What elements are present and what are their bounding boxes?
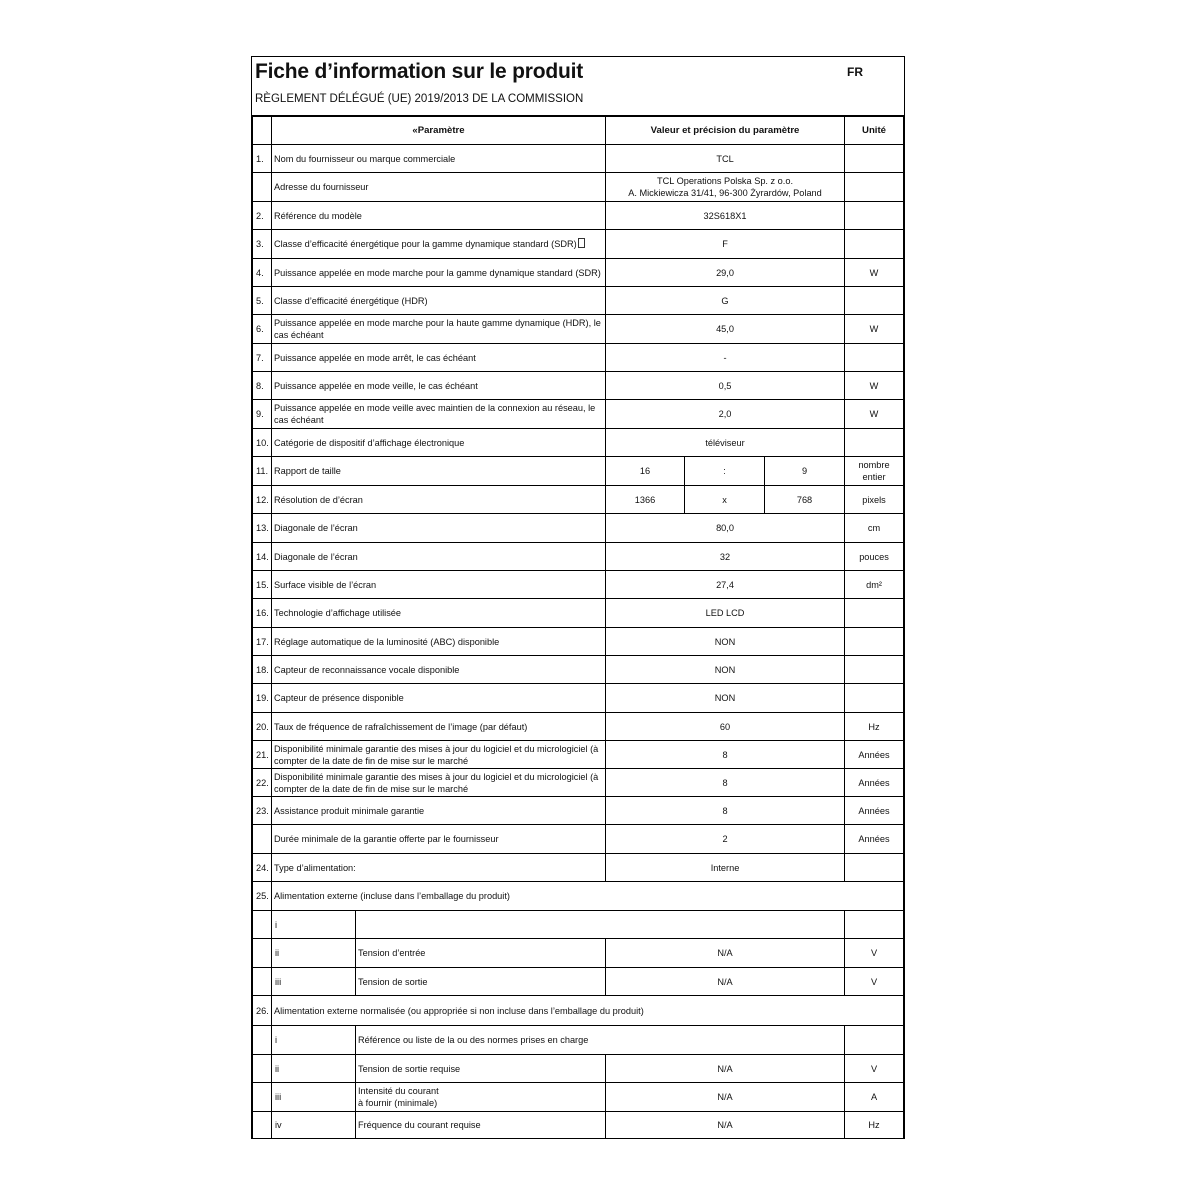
row-unit: Années <box>845 825 904 854</box>
row-unit <box>845 173 904 202</box>
product-information-sheet <box>251 56 905 1139</box>
table-row <box>253 514 904 543</box>
table-row <box>253 1055 904 1083</box>
row-parameter: Diagonale de l’écran <box>272 543 606 571</box>
row-value: 8 <box>606 769 845 797</box>
sub-label: Fréquence du courant requise <box>356 1112 606 1139</box>
row-unit: W <box>845 400 904 429</box>
row-number: 10. <box>253 429 272 457</box>
row-number <box>253 825 272 854</box>
row-number: 6. <box>253 315 272 344</box>
row-unit <box>845 684 904 713</box>
row-unit: W <box>845 259 904 287</box>
table-row <box>253 939 904 968</box>
row-number: 16. <box>253 599 272 628</box>
table-row <box>253 628 904 656</box>
row-value: 0,5 <box>606 372 845 400</box>
table-row <box>253 741 904 769</box>
sub-label-line-1: Intensité du courant <box>358 1086 439 1096</box>
row-value: 60 <box>606 713 845 741</box>
table-row <box>253 599 904 628</box>
row-number: 26. <box>253 996 272 1026</box>
section-row-external-power <box>253 882 904 911</box>
sub-label-line-2: à fournir (minimale) <box>358 1098 438 1108</box>
row-number: 8. <box>253 372 272 400</box>
row-unit: pixels <box>845 486 904 514</box>
row-number: 12. <box>253 486 272 514</box>
row-number: 2. <box>253 202 272 230</box>
row-unit: V <box>845 939 904 968</box>
row-parameter: Technologie d’affichage utilisée <box>272 599 606 628</box>
row-value: 80,0 <box>606 514 845 543</box>
table-row <box>253 230 904 259</box>
aspect-ratio-width: 16 <box>606 457 685 486</box>
row-value: 45,0 <box>606 315 845 344</box>
table-row <box>253 713 904 741</box>
row-unit: dm² <box>845 571 904 599</box>
sub-label: Tension de sortie requise <box>356 1055 606 1083</box>
table-row <box>253 429 904 457</box>
row-parameter: Puissance appelée en mode veille avec maintien de la connexion au réseau, le cas échéant <box>272 400 606 429</box>
resolution-separator: x <box>685 486 765 514</box>
row-unit <box>845 1026 904 1055</box>
row-value: 32S618X1 <box>606 202 845 230</box>
row-unit <box>845 628 904 656</box>
table-row <box>253 543 904 571</box>
row-value: NON <box>606 656 845 684</box>
row-parameter: Disponibilité minimale garantie des mises à jour du logiciel et du micrologiciel (à compter de la date de fin de mise sur le marché <box>272 769 606 797</box>
table-row <box>253 571 904 599</box>
row-number: 15. <box>253 571 272 599</box>
row-unit <box>845 656 904 684</box>
row-number: 13. <box>253 514 272 543</box>
row-unit <box>845 145 904 173</box>
row-unit: Hz <box>845 1112 904 1139</box>
row-value: 27,4 <box>606 571 845 599</box>
row-unit <box>845 854 904 882</box>
row-parameter: Assistance produit minimale garantie <box>272 797 606 825</box>
row-parameter: Diagonale de l’écran <box>272 514 606 543</box>
sub-label: Tension de sortie <box>356 968 606 996</box>
row-parameter: Taux de fréquence de rafraîchissement de l’image (par défaut) <box>272 713 606 741</box>
regulation-subtitle: RÈGLEMENT DÉLÉGUÉ (UE) 2019/2013 DE LA COMMISSION <box>255 93 584 105</box>
table-row <box>253 825 904 854</box>
table-row <box>253 911 904 939</box>
row-unit <box>845 429 904 457</box>
resolution-height: 768 <box>765 486 845 514</box>
table-row <box>253 769 904 797</box>
row-parameter: Catégorie de dispositif d’affichage électronique <box>272 429 606 457</box>
row-parameter: Puissance appelée en mode marche pour la gamme dynamique standard (SDR) <box>272 259 606 287</box>
row-unit: V <box>845 1055 904 1083</box>
row-number <box>253 968 272 996</box>
row-unit <box>845 911 904 939</box>
table-row <box>253 145 904 173</box>
table-row <box>253 259 904 287</box>
table-row <box>253 372 904 400</box>
row-parameter: Résolution de d’écran <box>272 486 606 514</box>
row-value: N/A <box>606 1055 845 1083</box>
row-parameter: Puissance appelée en mode marche pour la haute gamme dynamique (HDR), le cas échéant <box>272 315 606 344</box>
resolution-width: 1366 <box>606 486 685 514</box>
section-title: Alimentation externe (incluse dans l’emballage du produit) <box>272 882 904 911</box>
row-parameter: Disponibilité minimale garantie des mises à jour du logiciel et du micrologiciel (à compter de la date de fin de mise sur le marché <box>272 741 606 769</box>
aspect-ratio-separator: : <box>685 457 765 486</box>
row-number <box>253 1083 272 1112</box>
row-number <box>253 1055 272 1083</box>
supplier-address-line-2: A. Mickiewicza 31/41, 96-300 Żyrardów, Poland <box>628 188 822 198</box>
row-number: 17. <box>253 628 272 656</box>
table-row <box>253 968 904 996</box>
row-value: F <box>606 230 845 259</box>
row-unit: nombre entier <box>845 457 904 486</box>
row-number <box>253 1026 272 1055</box>
row-number: 25. <box>253 882 272 911</box>
row-value: 8 <box>606 741 845 769</box>
table-row <box>253 656 904 684</box>
row-value: LED LCD <box>606 599 845 628</box>
sub-label <box>356 911 845 939</box>
row-parameter: Type d’alimentation: <box>272 854 606 882</box>
row-number: 20. <box>253 713 272 741</box>
table-row <box>253 1112 904 1139</box>
row-number: 14. <box>253 543 272 571</box>
row-unit: cm <box>845 514 904 543</box>
table-row <box>253 854 904 882</box>
row-number: 23. <box>253 797 272 825</box>
table-row <box>253 457 904 486</box>
row-value: 32 <box>606 543 845 571</box>
row-value: Interne <box>606 854 845 882</box>
section-row-standard-power <box>253 996 904 1026</box>
row-value <box>606 173 845 202</box>
row-value: - <box>606 344 845 372</box>
row-parameter: Classe d’efficacité énergétique (HDR) <box>272 287 606 315</box>
aspect-ratio-height: 9 <box>765 457 845 486</box>
header-parameter: «Paramètre <box>272 117 606 145</box>
sub-index: iii <box>272 1083 356 1112</box>
row-unit <box>845 599 904 628</box>
row-parameter: Puissance appelée en mode veille, le cas échéant <box>272 372 606 400</box>
row-number <box>253 173 272 202</box>
row-unit <box>845 230 904 259</box>
row-parameter: Capteur de reconnaissance vocale disponible <box>272 656 606 684</box>
row-parameter: Adresse du fournisseur <box>272 173 606 202</box>
sub-index: ii <box>272 1055 356 1083</box>
row-unit: Hz <box>845 713 904 741</box>
sub-index: i <box>272 911 356 939</box>
row-number: 5. <box>253 287 272 315</box>
row-value: téléviseur <box>606 429 845 457</box>
row-parameter: Capteur de présence disponible <box>272 684 606 713</box>
table-header-row <box>253 117 904 145</box>
row-number <box>253 911 272 939</box>
row-value: N/A <box>606 1112 845 1139</box>
row-parameter: Durée minimale de la garantie offerte par le fournisseur <box>272 825 606 854</box>
row-parameter: Rapport de taille <box>272 457 606 486</box>
row-value: TCL <box>606 145 845 173</box>
table-row <box>253 344 904 372</box>
table-row <box>253 400 904 429</box>
sub-label: Référence ou liste de la ou des normes prises en charge <box>356 1026 845 1055</box>
table-row <box>253 684 904 713</box>
sub-index: iii <box>272 968 356 996</box>
table-row <box>253 797 904 825</box>
row-value: N/A <box>606 939 845 968</box>
table-row <box>253 173 904 202</box>
row-unit: V <box>845 968 904 996</box>
sub-label <box>356 1083 606 1112</box>
row-value: 2 <box>606 825 845 854</box>
sheet-header <box>252 57 904 116</box>
language-code: FR <box>847 65 863 79</box>
row-parameter: Référence du modèle <box>272 202 606 230</box>
row-number <box>253 939 272 968</box>
row-value: G <box>606 287 845 315</box>
table-row <box>253 202 904 230</box>
section-title: Alimentation externe normalisée (ou appropriée si non incluse dans l’emballage du produit) <box>272 996 904 1026</box>
table-row <box>253 315 904 344</box>
row-number: 4. <box>253 259 272 287</box>
product-parameters-table <box>252 116 904 1139</box>
row-parameter: Réglage automatique de la luminosité (ABC) disponible <box>272 628 606 656</box>
table-row <box>253 1083 904 1112</box>
sub-label: Tension d’entrée <box>356 939 606 968</box>
header-unit: Unité <box>845 117 904 145</box>
row-parameter: Nom du fournisseur ou marque commerciale <box>272 145 606 173</box>
row-number: 22. <box>253 769 272 797</box>
missing-glyph-icon <box>578 238 585 248</box>
header-value: Valeur et précision du paramètre <box>606 117 845 145</box>
row-value: 8 <box>606 797 845 825</box>
sub-index: i <box>272 1026 356 1055</box>
row-value: 2,0 <box>606 400 845 429</box>
row-number: 21. <box>253 741 272 769</box>
row-number: 24. <box>253 854 272 882</box>
row-unit: pouces <box>845 543 904 571</box>
row-parameter: Surface visible de l’écran <box>272 571 606 599</box>
row-number: 11. <box>253 457 272 486</box>
row-unit: W <box>845 372 904 400</box>
header-num-cell <box>253 117 272 145</box>
row-number: 9. <box>253 400 272 429</box>
supplier-address-line-1: TCL Operations Polska Sp. z o.o. <box>657 176 794 186</box>
row-value: NON <box>606 628 845 656</box>
row-value: NON <box>606 684 845 713</box>
row-unit: A <box>845 1083 904 1112</box>
row-value: 29,0 <box>606 259 845 287</box>
table-row <box>253 287 904 315</box>
row-number: 7. <box>253 344 272 372</box>
row-unit: Années <box>845 797 904 825</box>
row-parameter <box>272 230 606 259</box>
table-row <box>253 486 904 514</box>
row-number: 19. <box>253 684 272 713</box>
row-number: 3. <box>253 230 272 259</box>
row-unit: W <box>845 315 904 344</box>
sub-index: ii <box>272 939 356 968</box>
row-unit <box>845 202 904 230</box>
sub-index: iv <box>272 1112 356 1139</box>
row-value: N/A <box>606 968 845 996</box>
row-parameter-text: Classe d’efficacité énergétique pour la gamme dynamique standard (SDR) <box>274 239 577 249</box>
row-number: 18. <box>253 656 272 684</box>
table-row <box>253 1026 904 1055</box>
row-unit <box>845 344 904 372</box>
page-title: Fiche d’information sur le produit <box>255 60 584 83</box>
row-unit: Années <box>845 769 904 797</box>
row-number: 1. <box>253 145 272 173</box>
row-parameter: Puissance appelée en mode arrêt, le cas échéant <box>272 344 606 372</box>
row-value: N/A <box>606 1083 845 1112</box>
row-unit: Années <box>845 741 904 769</box>
row-unit <box>845 287 904 315</box>
row-number <box>253 1112 272 1139</box>
